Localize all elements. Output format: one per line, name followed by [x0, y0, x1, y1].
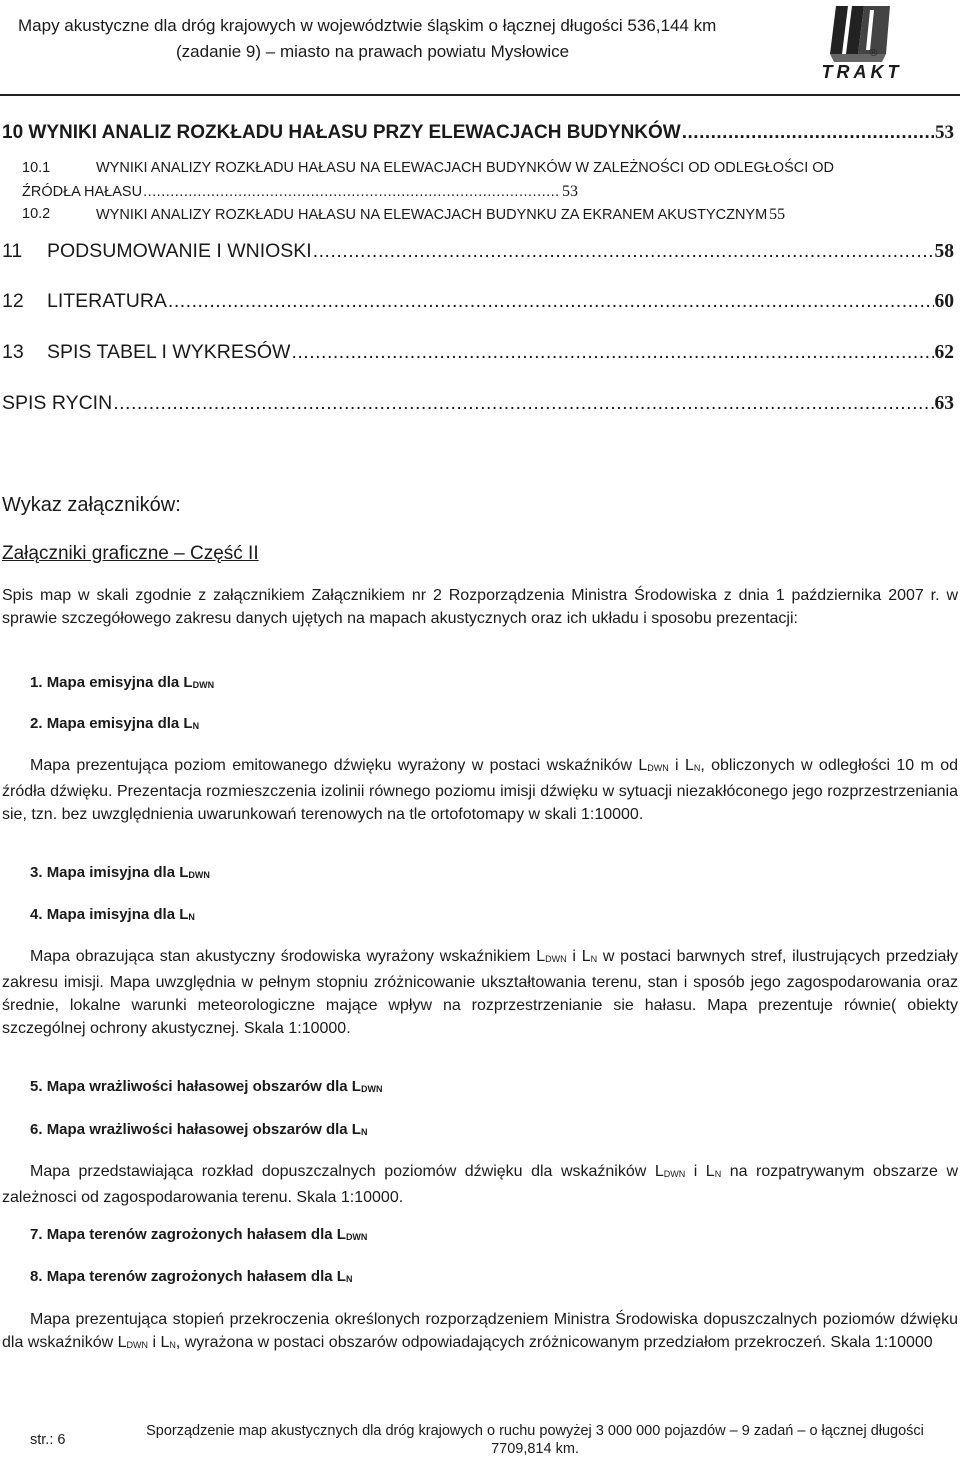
map-item-2: 2. Mapa emisyjna dla $L_N$: [30, 715, 200, 732]
toc-entry-num: 12: [2, 290, 24, 312]
toc-entry-page: 58: [934, 241, 954, 262]
toc-entry-title: SPIS RYCIN: [2, 392, 113, 414]
page-number: str.: 6: [30, 1432, 66, 1448]
map-4-description: Mapa obrazująca stan akustyczny środowiska wyrażony wskaźnikiem $L_{DWN}$ i $L_N$ w postaci barwnych stref, ilustrujących przedziały zakresu imisji. Mapa uwzględnia w pełnym stopniu zróżnicowanie ukształtowania terenu, stan i sposób jego zagospodarowania oraz średnie, lokalne warunki meteorologiczne mające wpływ na rozprzestrzenianie sie hałasu. Mapa prezentuje równie( obiekty szczególnej ochrony akustycznej. Skala 1:10000.: [2, 948, 958, 1037]
toc-entry-page: 53: [562, 183, 578, 200]
header-divider: [0, 94, 960, 96]
toc-dot-leader: [113, 392, 933, 415]
toc-entry-page: 62: [934, 342, 954, 363]
toc-entry-10-1[interactable]: [22, 183, 578, 201]
map-6-description: Mapa przedstawiająca rozkład dopuszczalnych poziomów dźwięku dla wskaźników $L_{DWN}$ i $L_N$ na rozpatrywanym obszarze w zależnosci od zagospodarowania terenu. Skala 1:10000.: [2, 1163, 959, 1206]
toc-entry-10-1-line1[interactable]: WYNIKI ANALIZY ROZKŁADU HAŁASU NA ELEWACJACH BUDYNKÓW W ZALEŻNOŚCI OD ODLEGŁOŚCI OD: [96, 160, 835, 176]
map-item-4: 4. Mapa imisyjna dla $L_N$: [30, 906, 195, 923]
toc-entry-page: 55: [769, 206, 786, 223]
toc-entry-10-2[interactable]: [96, 206, 786, 224]
footer-line2: 7709,814 km.: [491, 1441, 579, 1457]
toc-dot-leader: [143, 184, 561, 200]
map-item-5: 5. Mapa wrażliwości hałasowej obszarów dla $L_{DWN}$: [30, 1078, 383, 1095]
toc-entry-12[interactable]: [2, 290, 954, 313]
footer-line1: Sporządzenie map akustycznych dla dróg krajowych o ruchu powyżej 3 000 000 pojazdów – 9 zadań – o łącznej długości: [146, 1423, 924, 1439]
map-item-8: 8. Mapa terenów zagrożonych hałasem dla $L_N$: [30, 1268, 353, 1285]
header-title-line2: (zadanie 9) – miasto na prawach powiatu Mysłowice: [176, 42, 570, 61]
toc-entry-spis-rycin[interactable]: [2, 392, 954, 415]
czesc-title: Załączniki graficzne – Część II: [2, 543, 259, 564]
toc-dot-leader: [291, 341, 933, 364]
toc-entry-num: 13: [2, 341, 24, 363]
toc-entry-13[interactable]: [2, 341, 954, 364]
map-item-7: 7. Mapa terenów zagrożonych hałasem dla $L_{DWN}$: [30, 1226, 368, 1243]
map-item-6: 6. Mapa wrażliwości hałasowej obszarów dla $L_N$: [30, 1121, 368, 1138]
toc-entry-page: 60: [934, 291, 954, 312]
toc-entry-10[interactable]: [2, 122, 954, 144]
logo-wordmark: TRAKT: [821, 62, 903, 82]
toc-entry-title: 10 WYNIKI ANALIZ ROZKŁADU HAŁASU PRZY ELEWACJACH BUDYNKÓW: [2, 122, 681, 143]
toc-entry-title: ŹRÓDŁA HAŁASU: [22, 184, 143, 200]
map-8-description: Mapa prezentująca stopień przekroczenia określonych rozporządzeniem Ministra Środowiska dopuszczalnych poziomów dźwięku dla wskaźników $L_{DWN}$ i $L_N$, wyrażona w postaci obszarów odpowiadających zróżnicowanym przedziałom przekroczeń. Skala 1:10000: [2, 1311, 958, 1351]
toc-entry-page: 53: [935, 122, 954, 143]
header-title-line1: Mapy akustyczne dla dróg krajowych w województwie śląskim o łącznej długości 536,144 km: [18, 16, 717, 35]
toc-entry-title: SPIS TABEL I WYKRESÓW: [47, 341, 291, 363]
toc-entry-num: 11: [2, 240, 23, 262]
trakt-logo: [800, 4, 920, 86]
toc-entry-11[interactable]: [2, 240, 954, 263]
map-2-description: Mapa prezentująca poziom emitowanego dźwięku wyrażony w postaci wskaźników $L_{DWN}$ i $L_N$, obliczonych w odległości 10 m od źródła dźwięku. Prezentacja rozmieszczenia izolinii równego poziomu imisji dźwięku w sytuacji niezakłóconego jego rozprzestrzeniania sie, tzn. bez uwzględnienia uwarunkowań terenowych na tle ortofotomapy w skali 1:10000.: [2, 757, 958, 823]
map-item-1: 1. Mapa emisyjna dla $L_{DWN}$: [30, 674, 215, 691]
toc-entry-title: WYNIKI ANALIZY ROZKŁADU HAŁASU NA ELEWACJACH BUDYNKU ZA EKRANEM AKUSTYCZNYM: [96, 207, 768, 223]
toc-entry-10-2-num: 10.2: [22, 206, 51, 222]
logo-registered-mark: ®: [870, 48, 878, 59]
intro-paragraph: Spis map w skali zgodnie z załącznikiem Załącznikiem nr 2 Rozporządzenia Ministra Środowiska z dnia 1 października 2007 r. w sprawie szczegółowego zakresu danych ujętych na mapach akustycznych oraz ich układu i sposobu prezentacji:: [2, 587, 958, 627]
map-item-3: 3. Mapa imisyjna dla $L_{DWN}$: [30, 864, 210, 881]
toc-entry-title: LITERATURA: [47, 290, 167, 312]
toc-entry-title: PODSUMOWANIE I WNIOSKI: [47, 240, 312, 262]
toc-dot-leader: [682, 122, 934, 144]
toc-dot-leader: [168, 290, 934, 313]
wykaz-title: Wykaz załączników:: [2, 494, 181, 516]
toc-entry-10-1-num: 10.1: [22, 160, 51, 176]
toc-dot-leader: [313, 240, 934, 263]
toc-entry-page: 63: [934, 393, 954, 414]
